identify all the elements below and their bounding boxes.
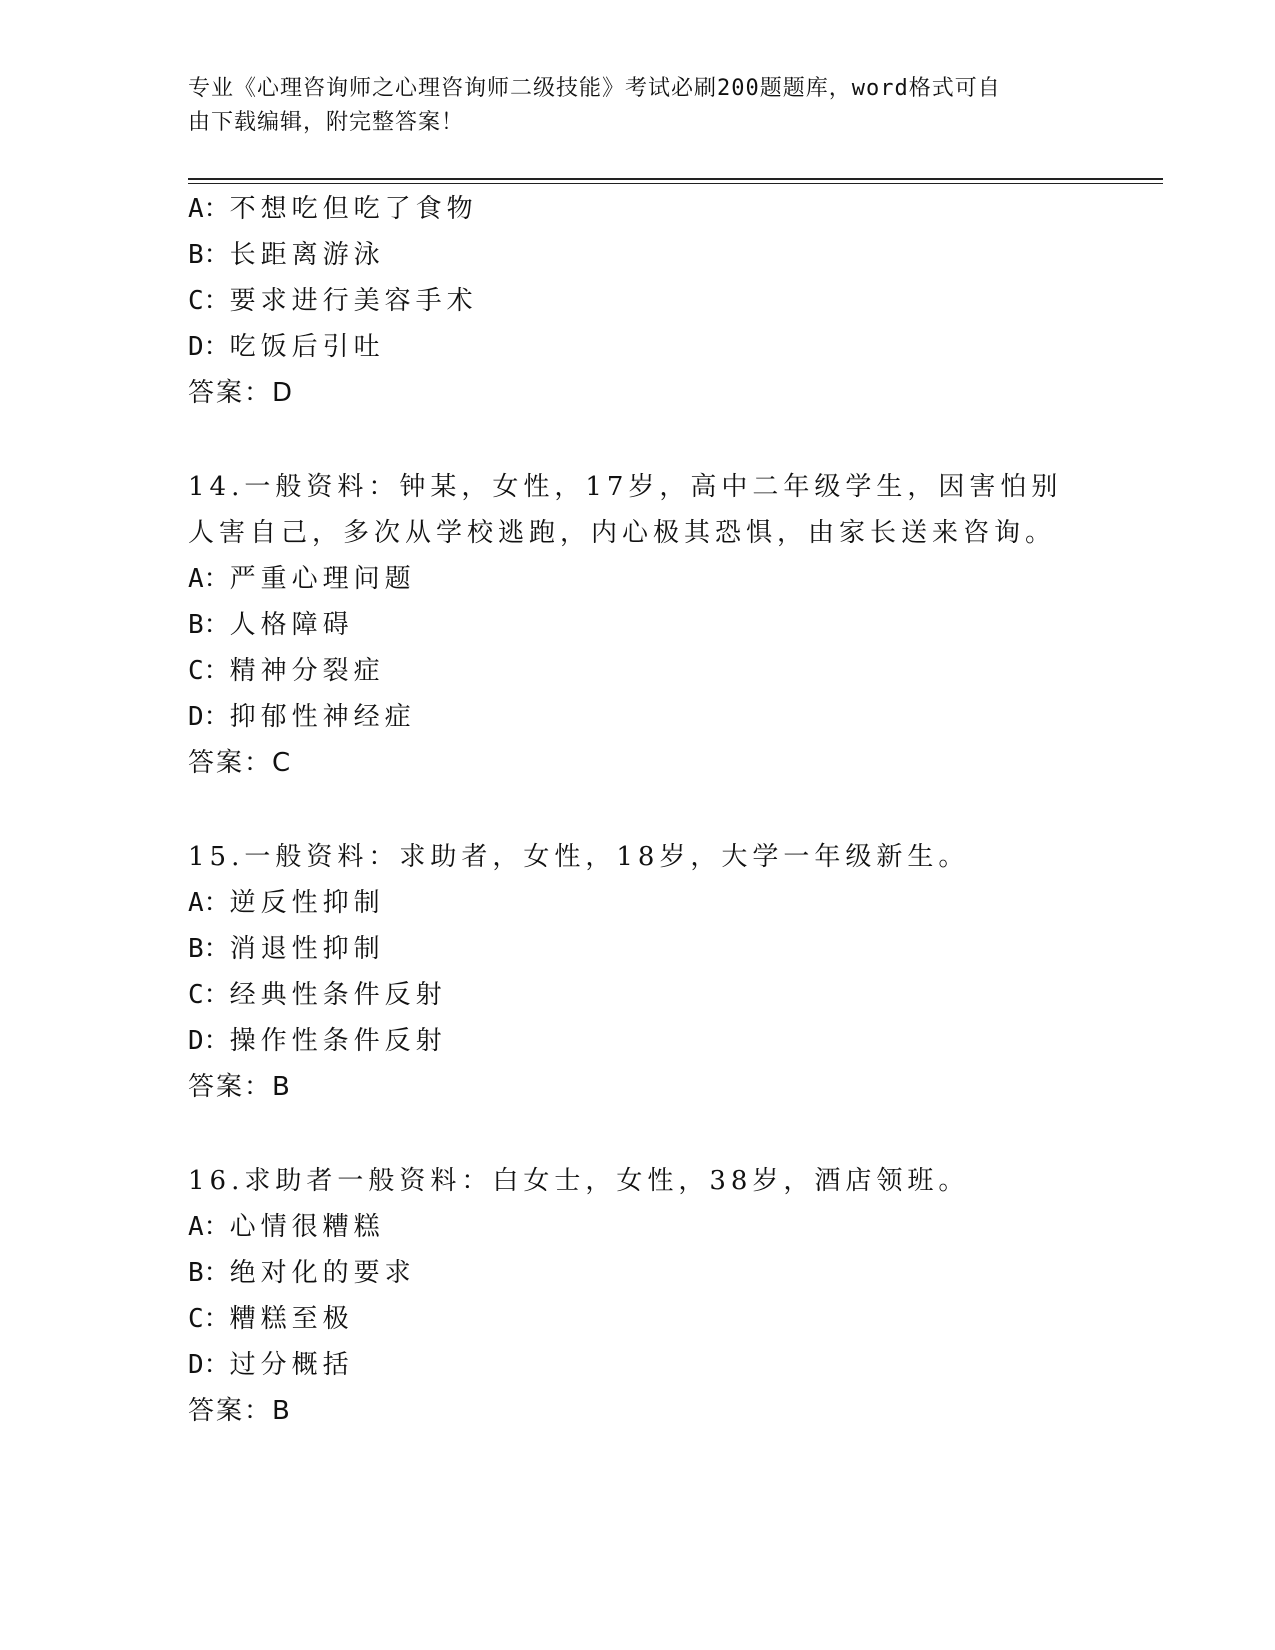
option-letter: B： bbox=[188, 240, 230, 270]
question-text: 15.一般资料：求助者，女性，18岁，大学一年级新生。 bbox=[188, 842, 970, 872]
option-c bbox=[188, 1296, 1088, 1342]
question-content bbox=[188, 186, 1088, 1434]
option-text: 经典性条件反射 bbox=[229, 980, 447, 1010]
option-text: 严重心理问题 bbox=[229, 564, 416, 594]
option-letter: D： bbox=[188, 1026, 230, 1056]
option-d bbox=[188, 694, 1088, 740]
option-b bbox=[188, 926, 1088, 972]
question-14 bbox=[188, 464, 1088, 786]
document-header bbox=[188, 72, 1068, 140]
option-letter: B： bbox=[188, 610, 230, 640]
question-15 bbox=[188, 834, 1088, 1110]
question-text: 14.一般资料：钟某，女性，17岁，高中二年级学生，因害怕别人害自己，多次从学校逃跑，内心极其恐惧，由家长送来咨询。 bbox=[188, 472, 1063, 548]
option-letter: A： bbox=[188, 888, 230, 918]
header-divider-top bbox=[188, 178, 1163, 180]
option-text: 长距离游泳 bbox=[229, 240, 385, 270]
answer-label: 答案：B bbox=[188, 1396, 292, 1426]
option-c bbox=[188, 648, 1088, 694]
option-text: 逆反性抑制 bbox=[229, 888, 385, 918]
option-letter: B： bbox=[188, 934, 230, 964]
option-letter: B： bbox=[188, 1258, 230, 1288]
option-text: 不想吃但吃了食物 bbox=[229, 194, 478, 224]
option-b bbox=[188, 602, 1088, 648]
question-16 bbox=[188, 1158, 1088, 1434]
option-letter: D： bbox=[188, 702, 230, 732]
option-text: 人格障碍 bbox=[229, 610, 354, 640]
option-a bbox=[188, 880, 1088, 926]
option-text: 过分概括 bbox=[229, 1350, 354, 1380]
option-letter: C： bbox=[188, 1304, 230, 1334]
option-letter: D： bbox=[188, 332, 230, 362]
option-letter: C： bbox=[188, 286, 230, 316]
header-divider-bottom bbox=[188, 183, 1163, 184]
option-c bbox=[188, 972, 1088, 1018]
option-text: 心情很糟糕 bbox=[229, 1212, 385, 1242]
option-letter: A： bbox=[188, 564, 230, 594]
option-text: 消退性抑制 bbox=[229, 934, 385, 964]
option-text: 操作性条件反射 bbox=[229, 1026, 447, 1056]
header-line-1: 专业《心理咨询师之心理咨询师二级技能》考试必刷200题题库，word格式可自 bbox=[188, 76, 1001, 101]
option-text: 抑郁性神经症 bbox=[229, 702, 416, 732]
option-a bbox=[188, 1204, 1088, 1250]
answer-label: 答案：C bbox=[188, 748, 293, 778]
option-text: 精神分裂症 bbox=[229, 656, 385, 686]
option-text: 糟糕至极 bbox=[229, 1304, 354, 1334]
option-letter: A： bbox=[188, 194, 230, 224]
answer-label: 答案：B bbox=[188, 1072, 292, 1102]
option-letter: C： bbox=[188, 980, 230, 1010]
option-b bbox=[188, 1250, 1088, 1296]
option-text: 绝对化的要求 bbox=[229, 1258, 416, 1288]
option-text: 吃饭后引吐 bbox=[229, 332, 385, 362]
option-d bbox=[188, 1018, 1088, 1064]
option-letter: D： bbox=[188, 1350, 230, 1380]
question-13 bbox=[188, 186, 1088, 416]
option-letter: C： bbox=[188, 656, 230, 686]
option-c bbox=[188, 278, 1088, 324]
option-d bbox=[188, 324, 1088, 370]
option-text: 要求进行美容手术 bbox=[229, 286, 478, 316]
header-line-2: 由下载编辑，附完整答案！ bbox=[188, 110, 465, 135]
option-b bbox=[188, 232, 1088, 278]
option-d bbox=[188, 1342, 1088, 1388]
option-a bbox=[188, 556, 1088, 602]
question-text: 16.求助者一般资料：白女士，女性，38岁，酒店领班。 bbox=[188, 1166, 970, 1196]
answer-label: 答案：D bbox=[188, 378, 295, 408]
option-a bbox=[188, 186, 1088, 232]
option-letter: A： bbox=[188, 1212, 230, 1242]
